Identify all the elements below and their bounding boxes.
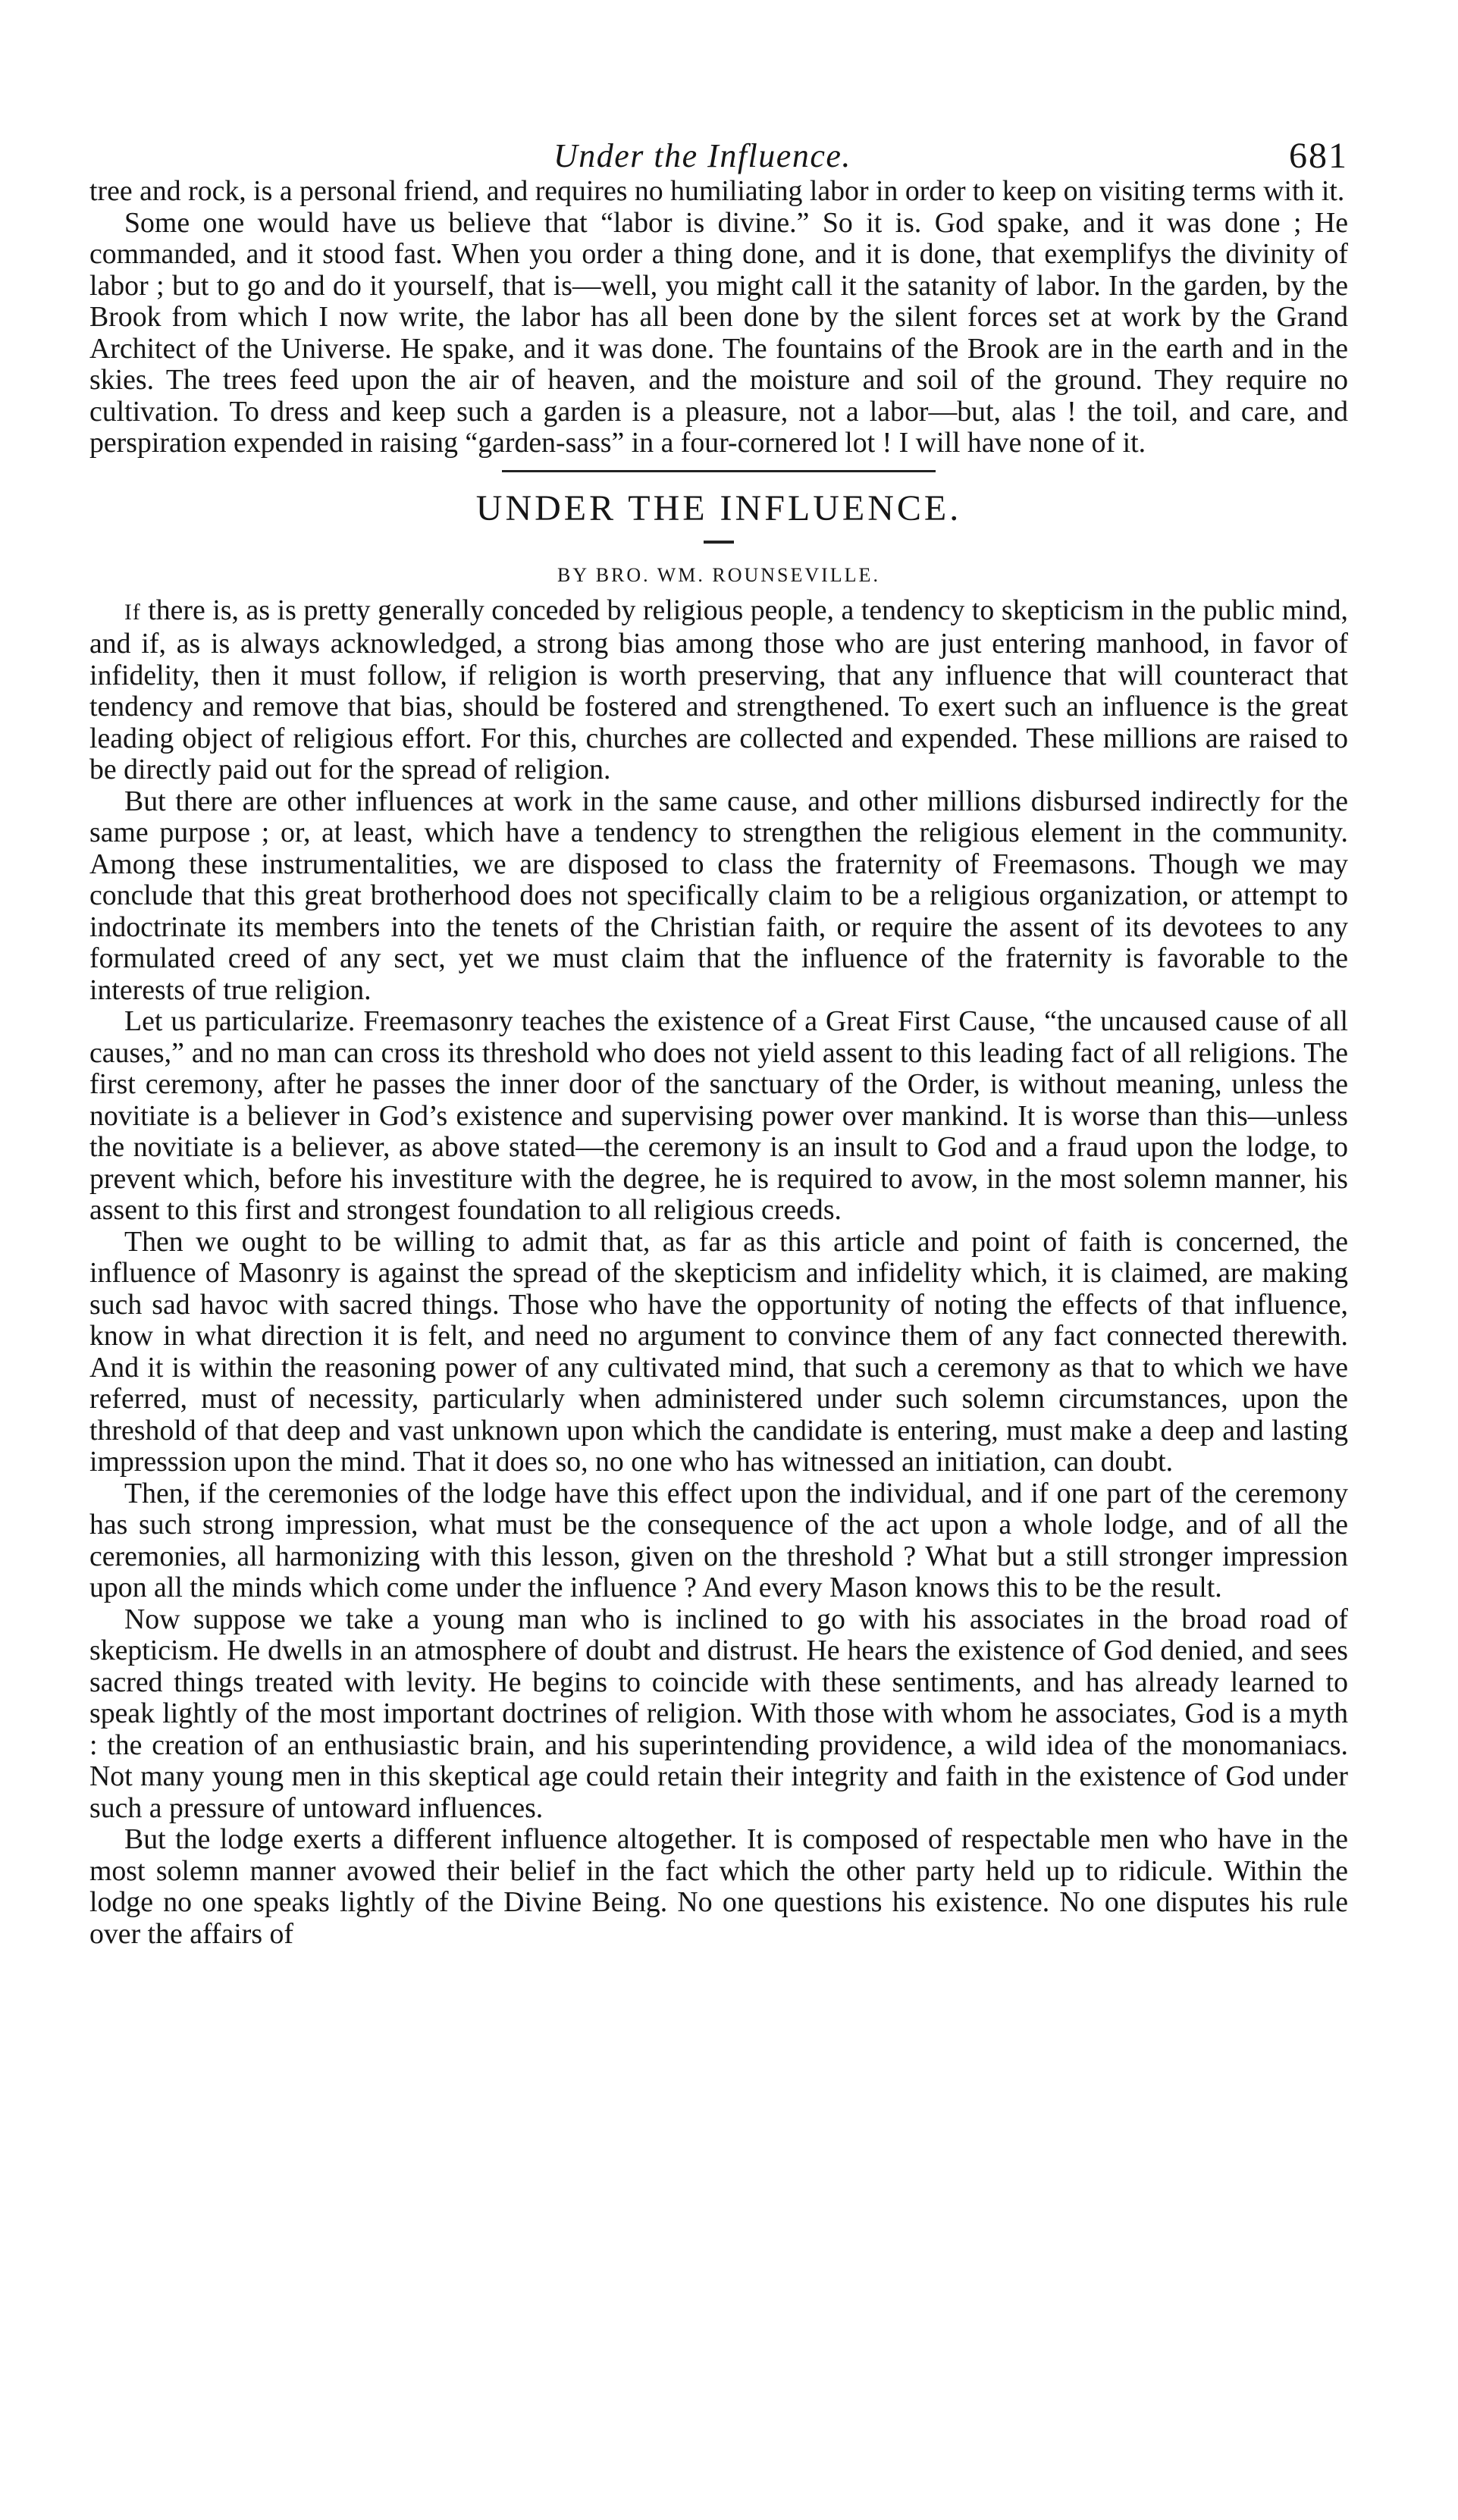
body-paragraph: Some one would have us believe that “labor is divine.” So it is. God spake, and it was done ; He commanded, and it stood fast. When you order a thing done, and it is done, that exemplifys the divinity of labor ; but to go and do it yourself, that is—well, you might call it the satanity of labor. In the garden, by the Brook from which I now write, the labor has all been done by the silent forces set at work by the Grand Architect of the Universe. He spake, and it was done. The fountains of the Brook are in the earth and in the skies. The trees feed upon the air of heaven, and the moisture and soil of the ground. They require no cultivation. To dress and keep such a garden is a pleasure, not a labor—but, alas ! the toil, and care, and perspiration expended in raising “garden-sass” in a four-cornered lot ! I will have none of it.: [89, 206, 1348, 459]
article-byline: BY BRO. WM. ROUNSEVILLE.: [557, 563, 880, 586]
body-paragraph: Then, if the ceremonies of the lodge have this effect upon the individual, and if one part of the ceremony has such strong impression, what must be the consequence of the act upon a whole lodge, and of all the ceremonies, all harmonizing with this lesson, given on the threshold ? What but a still stronger impression upon all the minds which come under the influence ? And every Mason knows this to be the result.: [89, 1477, 1348, 1603]
body-paragraph: But there are other influences at work in the same cause, and other millions disbursed indirectly for the same purpose ; or, at least, which have a tendency to strengthen the religious element in the community. Among these instrumentalities, we are disposed to class the fraternity of Freemasons. Though we may conclude that this great brotherhood does not specifically claim to be a religious organization, or attempt to indoctrinate its members into the tenets of the Christian faith, or require the assent of its devotees to any formulated creed of any sect, yet we must claim that the influence of the fraternity is favorable to the interests of true religion.: [89, 785, 1348, 1006]
body-paragraph: Let us particularize. Freemasonry teaches the existence of a Great First Cause, “the uncaused cause of all causes,” and no man can cross its threshold who does not yield assent to this leading fact of all religions. The first ceremony, after he passes the inner door of the sanctuary of the Order, is without meaning, unless the novitiate is a believer in God’s existence and supervising power over mankind. It is worse than this—unless the novitiate is a believer, as above stated—the ceremony is an insult to God and a fraud upon the lodge, to prevent which, before his investiture with the degree, he is required to avow, in the most solemn manner, his assent to this first and strongest foundation to all religious creeds.: [89, 1005, 1348, 1226]
running-title: Under the Influence.: [553, 137, 851, 174]
opening-initial: If: [124, 600, 141, 625]
book-page: [89, 121, 1348, 1950]
opening-text: there is, as is pretty generally conceded by religious people, a tendency to skepticism in the public mind, and if, as is always acknowledged, a strong bias among those who are just entering manhood, in favor of infidelity, then it must follow, if religion is worth preserving, that any influence that will counteract that tendency and remove that bias, should be fostered and strengthened. To exert such an influence is the great leading object of religious effort. For this, churches are collected and expended. These millions are raised to be directly paid out for the spread of religion.: [89, 594, 1349, 785]
page-number: 681: [1289, 136, 1348, 176]
previous-article-ending: [89, 176, 1348, 459]
body-paragraph: But the lodge exerts a different influence altogether. It is composed of respectable men who have in the most solemn manner avowed their belief in the fact which the other party held up to ridicule. Within the lodge no one speaks lightly of the Divine Being. No one questions his existence. No one disputes his rule over the affairs of: [89, 1823, 1348, 1950]
opening-paragraph: [89, 595, 1348, 786]
running-head: [89, 121, 1348, 176]
body-paragraph: Then we ought to be willing to admit that, as far as this article and point of faith is concerned, the influence of Masonry is against the spread of the skepticism and infidelity which, it is claimed, are making such sad havoc with sacred things. Those who have the opportunity of noting the effects of that influence, know in what direction it is felt, and need no argument to convince them of any fact connected therewith. And it is within the reasoning power of any cultivated mind, that such a ceremony as that to which we have referred, must of necessity, particularly when administered under such solemn circumstances, upon the threshold of that deep and vast unknown upon which the candidate is entering, must make a deep and lasting impresssion upon the mind. That it does so, no one who has witnessed an initiation, can doubt.: [89, 1225, 1348, 1478]
section-divider: [502, 470, 936, 472]
body-paragraph: Now suppose we take a young man who is inclined to go with his associates in the broad road of skepticism. He dwells in an atmosphere of doubt and distrust. He hears the existence of God denied, and sees sacred things treated with levity. He begins to coincide with these sentiments, and has already learned to speak lightly of the most important doctrines of religion. With those with whom he associates, God is a myth : the creation of an enthusiastic brain, and his superintending providence, a wild idea of the monomaniacs. Not many young men in this skeptical age could retain their integrity and faith in the existence of God under such a pressure of untoward influences.: [89, 1603, 1348, 1824]
article-body: [89, 595, 1348, 1951]
article-title: UNDER THE INFLUENCE.: [475, 487, 962, 528]
title-dash: [704, 541, 734, 544]
body-paragraph: tree and rock, is a personal friend, and requires no humiliating labor in order to keep on visiting terms with it.: [89, 175, 1345, 207]
